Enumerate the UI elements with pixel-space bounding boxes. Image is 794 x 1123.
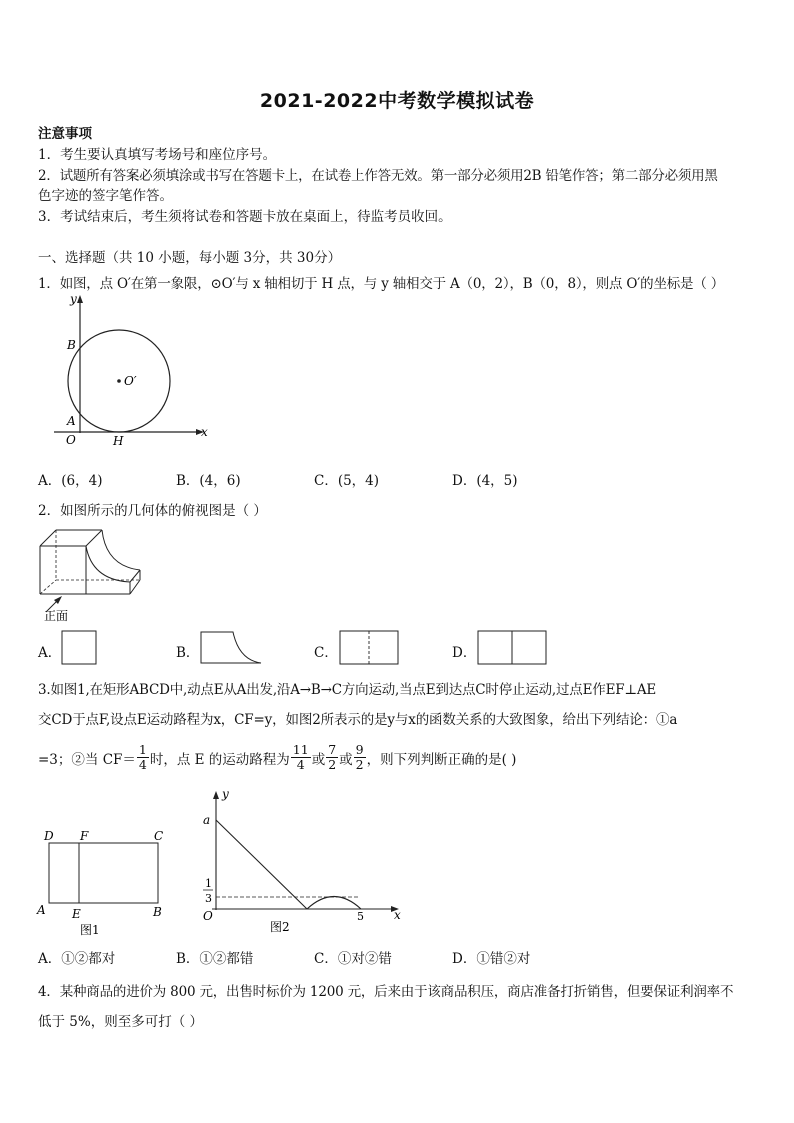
fig-label: F [80,829,89,843]
fig-label: a [203,813,211,827]
q3-text: 时，点 E 的运动路程为 [149,751,290,768]
notice-item: 色字迹的签字笔作答。 [38,188,173,204]
fig-label: A [67,414,76,428]
fig-label: E [72,907,81,921]
fig-label: 5 [357,910,364,923]
question-3-line3 [38,743,516,772]
fig-label: B [153,905,162,919]
fig-label: O′ [124,374,137,388]
question-3-line1: 3.如图1,在矩形ABCD中,动点E从A出发,沿A→B→C方向运动,当点E到达点C时停止运动,过点E作EF⊥AE [38,682,657,698]
q3-option-d: D．①错②对 [452,951,531,967]
q2-option-b: B． [176,645,200,661]
fig-label: 3 [205,892,212,905]
q3-fraction: $\frac{1}{4}$ [138,742,147,772]
notice-heading: 注意事项 [38,126,92,142]
front-label: 正面 [44,609,69,623]
q3-fraction: $\frac{9}{2}$ [355,742,364,772]
fig-label: H [113,434,124,448]
q3-figure-1 [34,826,174,938]
fig-label: D [44,829,54,843]
fig-label: A [37,903,46,917]
q3-text: =3；②当 CF＝ [38,751,136,768]
question-1-stem: 1．如图，点 O′在第一象限，⊙O′与 x 轴相切于 H 点，与 y 轴相交于 A（0，2），B（0，8），则点 O′的坐标是（ ） [38,276,725,292]
question-4-line1: 4．某种商品的进价为 800 元，出售时标价为 1200 元，后来由于该商品积压，商店准备打折销售，但要保证利润率不 [38,984,734,1000]
q3-fraction: $\frac{7}{2}$ [328,742,337,772]
q1-option-a: A．(6，4) [38,473,103,489]
fig-label: 1 [205,877,212,890]
q1-option-d: D．(4，5) [452,473,518,489]
q2-option-c-figure [339,630,401,666]
fig-label: O [203,909,213,923]
fig-label: y [70,293,77,306]
q3-option-a: A．①②都对 [38,951,116,967]
q1-option-b: B．(4，6) [176,473,241,489]
fig-label: x [394,908,401,922]
fig-label: O [66,433,76,447]
notice-item: 1．考生要认真填写考场号和座位序号。 [38,147,277,163]
q3-figure-2 [198,786,408,938]
fig-caption: 图1 [80,923,100,937]
q2-option-b-figure [199,630,263,666]
q3-text: 或 [339,751,353,768]
section-heading: 一、选择题（共 10 小题，每小题 3分，共 30分） [38,250,342,266]
q2-option-c: C． [314,645,338,661]
q2-solid-figure [34,524,144,624]
q3-option-c: C．①对②错 [314,951,392,967]
q1-option-c: C．(5，4) [314,473,380,489]
q1-figure [50,293,210,455]
fig-caption: 图2 [270,920,290,934]
q3-fraction: $\frac{11}{4}$ [292,742,309,772]
q3-text: ，则下列判断正确的是( ) [366,751,517,768]
fig-label: C [154,829,164,843]
fig-label: y [222,787,229,801]
q3-text: 或 [311,751,326,768]
q2-option-a: A． [38,645,62,661]
question-4-line2: 低于 5%，则至多可打（ ） [38,1014,203,1030]
notice-item: 2．试题所有答案必须填涂或书写在答题卡上，在试卷上作答无效。第一部分必须用2B 铅笔作答；第二部分必须用黑 [38,168,718,184]
notice-item: 3．考试结束后，考生须将试卷和答题卡放在桌面上，待监考员收回。 [38,209,452,225]
question-3-line2: 交CD于点F,设点E运动路程为x，CF=y，如图2所表示的是y与x的函数关系的大致图象，给出下列结论：①a [38,712,678,728]
page-title: 2021-2022中考数学模拟试卷 [259,90,535,112]
q2-option-d: D． [452,645,477,661]
q3-option-b: B．①②都错 [176,951,254,967]
q2-option-a-figure [61,630,99,666]
fig-label: B [67,338,76,352]
fig-label: x [201,425,208,439]
q2-option-d-figure [477,630,549,666]
question-2-stem: 2．如图所示的几何体的俯视图是（ ） [38,503,267,519]
